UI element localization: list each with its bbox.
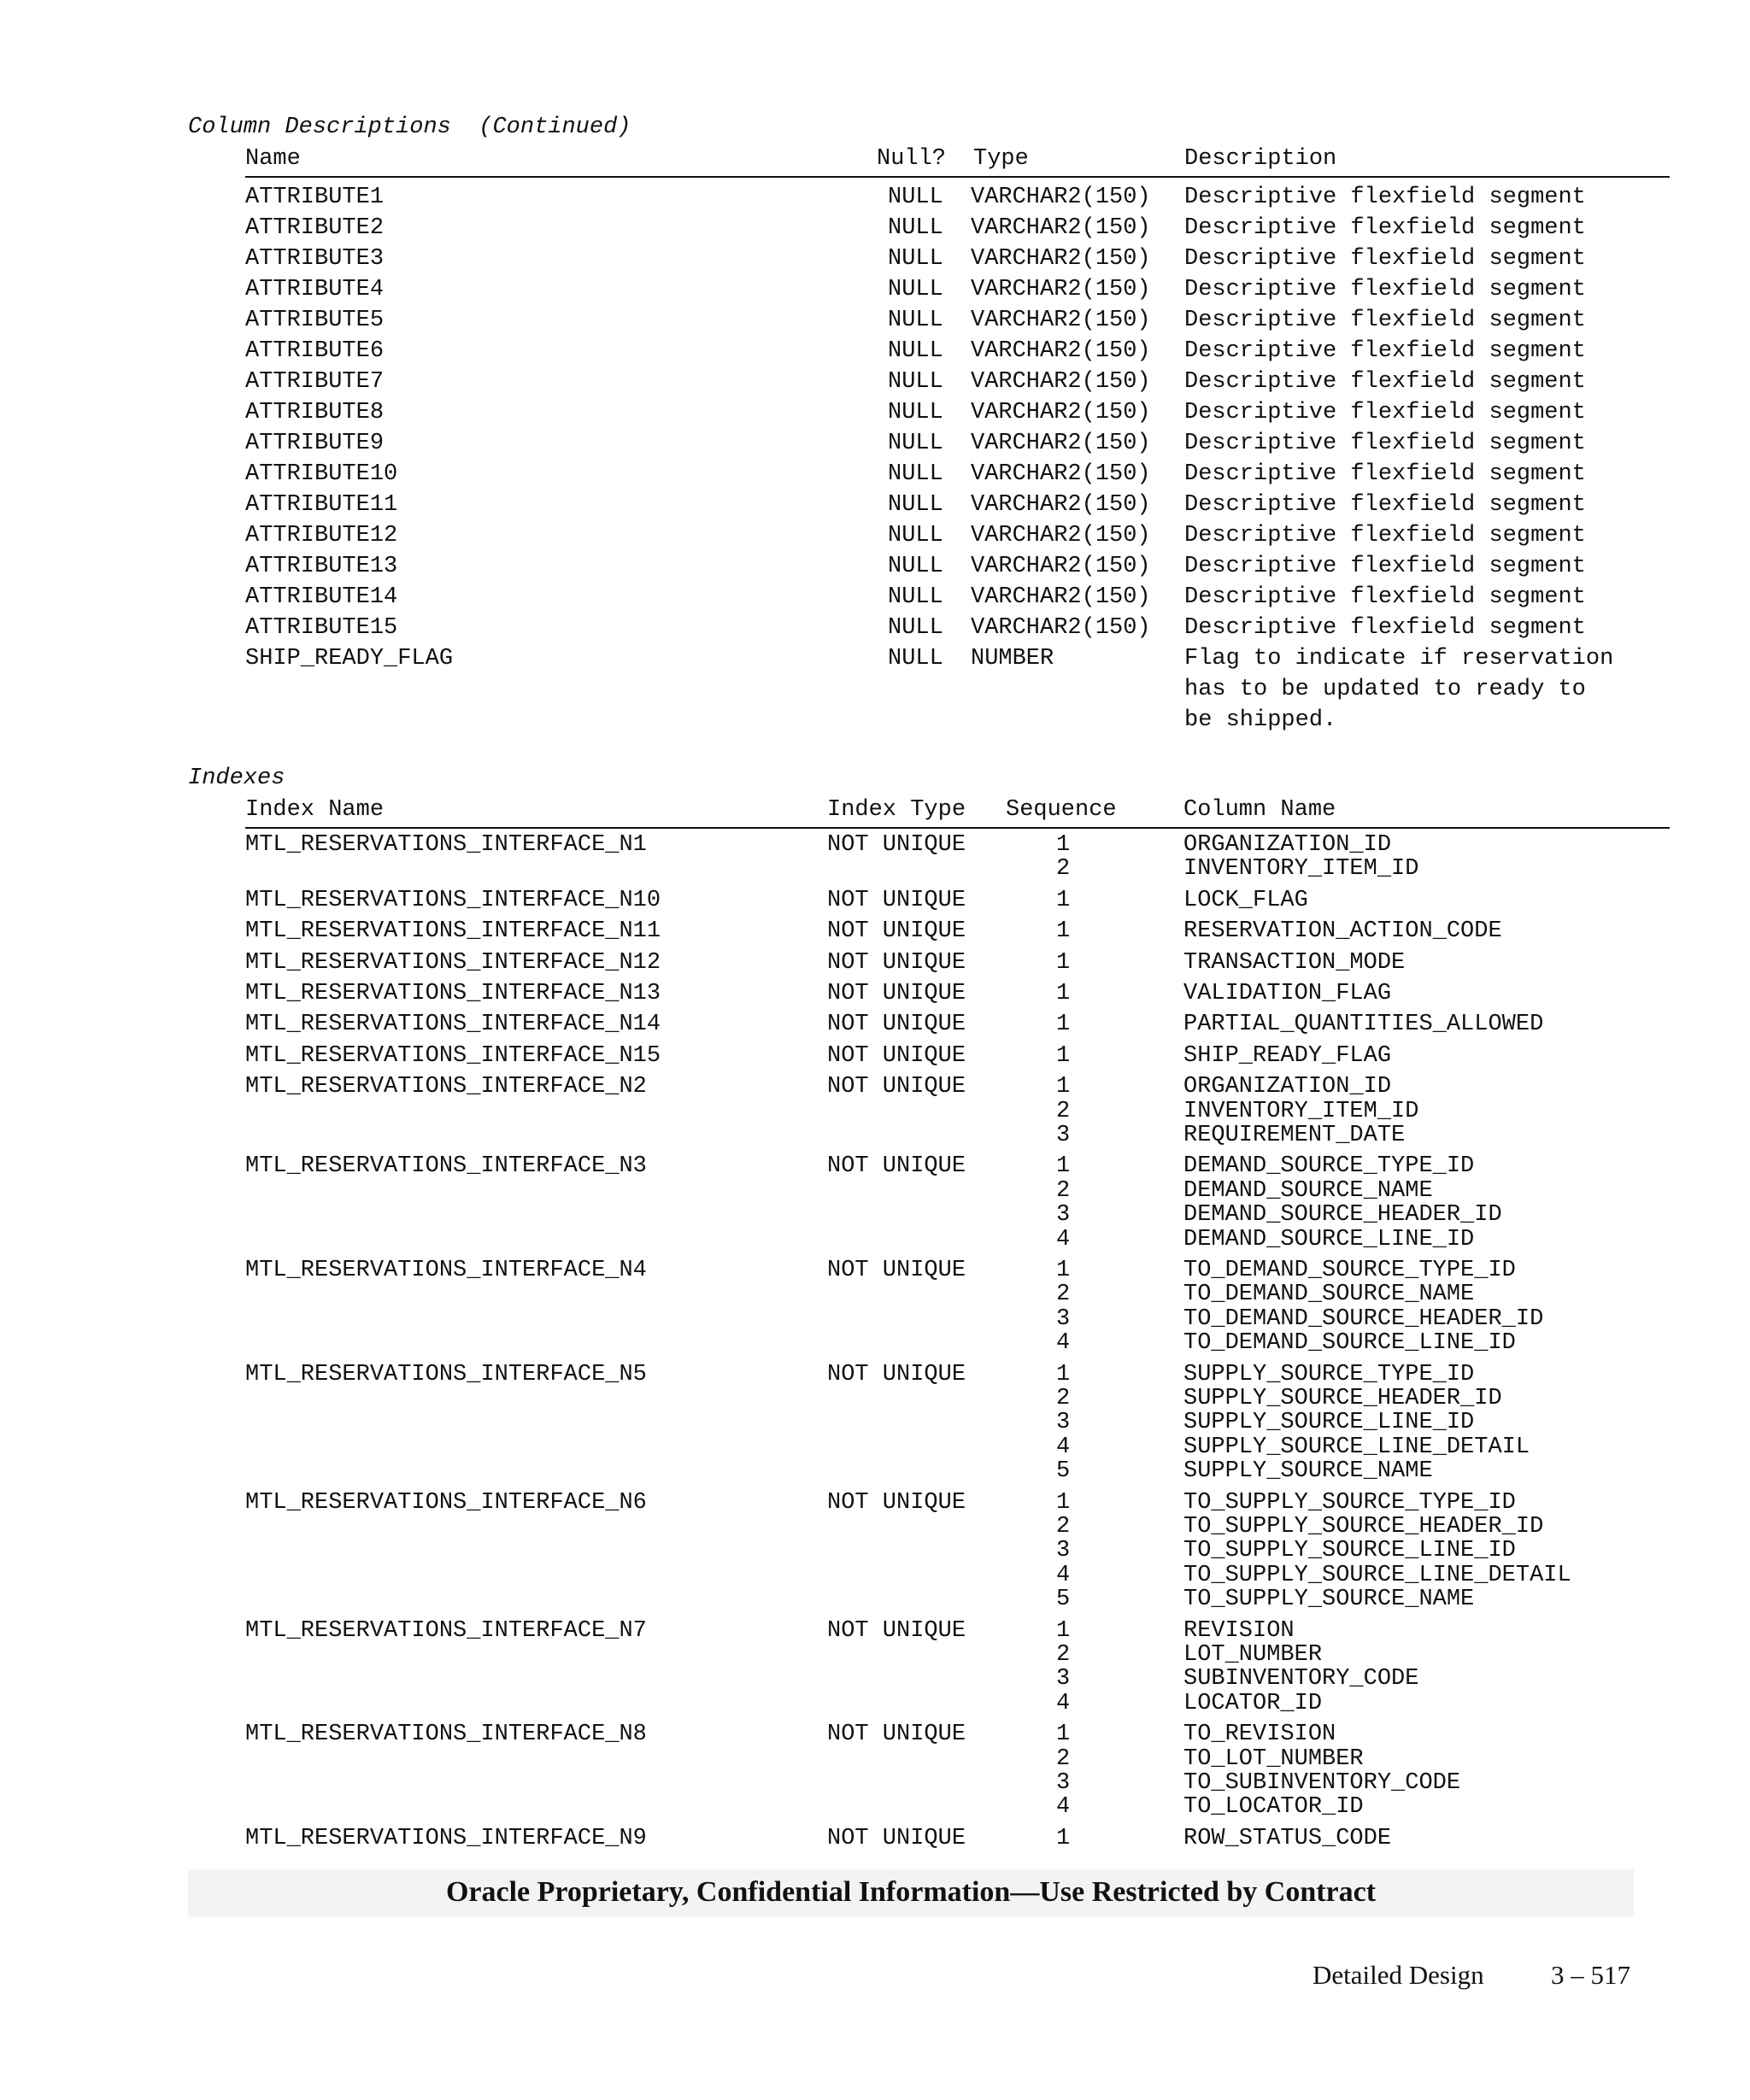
index-column-name: SUPPLY_SOURCE_TYPE_ID: [1183, 1361, 1475, 1387]
type-value: NUMBER: [971, 646, 1054, 672]
description-line: has to be updated to ready to: [1184, 677, 1586, 702]
description-line: Flag to indicate if reservation: [1184, 646, 1614, 672]
type-value: VARCHAR2(150): [971, 584, 1151, 610]
sequence-value: 1: [1056, 832, 1071, 858]
sequence-cell: [1056, 919, 1070, 943]
description-cell: [1184, 274, 1586, 305]
null-value: NULL: [888, 492, 943, 518]
sequence-value: 1: [1056, 1012, 1071, 1038]
index-type: NOT UNIQUE: [827, 1012, 966, 1038]
description-cell: [1184, 551, 1586, 582]
index-type: NOT UNIQUE: [827, 832, 966, 858]
null-value: NULL: [888, 246, 943, 272]
index-column-name: SUPPLY_SOURCE_LINE_DETAIL: [1183, 1434, 1530, 1460]
index-column-name: LOCK_FLAG: [1183, 887, 1308, 913]
type-value: VARCHAR2(150): [971, 369, 1151, 395]
null-value: NULL: [888, 338, 943, 364]
page-number: 3 – 517: [1551, 1960, 1630, 1990]
description-cell: [1184, 582, 1586, 613]
column-name: ATTRIBUTE2: [245, 215, 385, 241]
column-name-cell: [1183, 1722, 1460, 1820]
header-name: Name: [245, 146, 301, 172]
description-line: Descriptive flexfield segment: [1184, 400, 1586, 425]
type-value: VARCHAR2(150): [971, 615, 1151, 641]
sequence-cell: [1056, 1154, 1070, 1252]
sequence-value: 2: [1056, 1177, 1071, 1204]
index-column-name: TO_DEMAND_SOURCE_NAME: [1183, 1282, 1475, 1308]
sequence-value: 1: [1056, 1722, 1071, 1748]
index-column-name: SUPPLY_SOURCE_LINE_ID: [1183, 1410, 1475, 1436]
index-name: MTL_RESERVATIONS_INTERFACE_N8: [245, 1722, 647, 1748]
index-column-name: DEMAND_SOURCE_NAME: [1183, 1177, 1433, 1204]
description-cell: [1184, 336, 1586, 367]
index-type: NOT UNIQUE: [827, 1153, 966, 1180]
column-name: ATTRIBUTE1: [245, 185, 385, 210]
index-name: MTL_RESERVATIONS_INTERFACE_N14: [245, 1012, 661, 1038]
sequence-value: 1: [1056, 949, 1071, 976]
description-cell: [1184, 213, 1586, 243]
sequence-value: 5: [1056, 1458, 1071, 1485]
description-line: Descriptive flexfield segment: [1184, 523, 1586, 548]
sequence-value: 3: [1056, 1666, 1071, 1692]
index-column-name: SUBINVENTORY_CODE: [1183, 1666, 1419, 1692]
column-name-cell: [1183, 982, 1391, 1006]
index-type: NOT UNIQUE: [827, 887, 966, 913]
index-name: MTL_RESERVATIONS_INTERFACE_N10: [245, 887, 661, 913]
index-column-name: DEMAND_SOURCE_LINE_ID: [1183, 1226, 1475, 1252]
index-type: NOT UNIQUE: [827, 918, 966, 945]
index-name: MTL_RESERVATIONS_INTERFACE_N13: [245, 981, 661, 1006]
sequence-value: 2: [1056, 1282, 1071, 1308]
column-name: ATTRIBUTE13: [245, 554, 398, 579]
description-line: Descriptive flexfield segment: [1184, 185, 1586, 210]
index-column-name: ROW_STATUS_CODE: [1183, 1825, 1392, 1851]
index-column-name: TO_SUPPLY_SOURCE_LINE_ID: [1183, 1538, 1516, 1564]
null-value: NULL: [888, 185, 943, 210]
type-value: VARCHAR2(150): [971, 523, 1151, 548]
column-name-cell: [1183, 833, 1418, 882]
sequence-value: 4: [1056, 1330, 1071, 1357]
index-column-name: REVISION: [1183, 1617, 1295, 1644]
index-column-name: SHIP_READY_FLAG: [1183, 1042, 1392, 1069]
index-type: NOT UNIQUE: [827, 1258, 966, 1283]
description-line: be shipped.: [1184, 707, 1337, 733]
description-cell: [1184, 490, 1586, 520]
index-column-name: DEMAND_SOURCE_HEADER_ID: [1183, 1202, 1502, 1229]
index-column-name: TO_SUPPLY_SOURCE_NAME: [1183, 1587, 1475, 1613]
description-cell: [1184, 428, 1586, 459]
type-value: VARCHAR2(150): [971, 492, 1151, 518]
description-line: Descriptive flexfield segment: [1184, 584, 1586, 610]
sequence-value: 2: [1056, 1642, 1071, 1668]
column-name-cell: [1183, 1619, 1418, 1716]
column-name-cell: [1183, 1044, 1391, 1068]
column-name-cell: [1183, 1827, 1391, 1851]
index-column-name: TO_LOT_NUMBER: [1183, 1745, 1364, 1772]
column-name: ATTRIBUTE5: [245, 308, 385, 333]
sequence-cell: [1056, 833, 1070, 882]
null-value: NULL: [888, 431, 943, 456]
index-name: MTL_RESERVATIONS_INTERFACE_N11: [245, 918, 661, 945]
type-value: VARCHAR2(150): [971, 308, 1151, 333]
null-value: NULL: [888, 584, 943, 610]
column-name: ATTRIBUTE12: [245, 523, 398, 548]
column-name-cell: [1183, 889, 1308, 912]
index-name: MTL_RESERVATIONS_INTERFACE_N5: [245, 1361, 647, 1387]
column-name-cell: [1183, 1491, 1571, 1612]
confidential-notice: Oracle Proprietary, Confidential Information––Use Restricted by Contract: [445, 1876, 1377, 1908]
description-line: Descriptive flexfield segment: [1184, 246, 1586, 272]
type-value: VARCHAR2(150): [971, 554, 1151, 579]
sequence-value: 2: [1056, 856, 1071, 883]
description-cell: [1184, 305, 1586, 336]
description-line: Descriptive flexfield segment: [1184, 277, 1586, 302]
sequence-value: 1: [1056, 1361, 1071, 1387]
header-sequence: Sequence: [1006, 797, 1117, 823]
sequence-value: 2: [1056, 1098, 1071, 1124]
sequence-value: 4: [1056, 1690, 1071, 1716]
null-value: NULL: [888, 215, 943, 241]
sequence-value: 1: [1056, 918, 1071, 945]
type-value: VARCHAR2(150): [971, 277, 1151, 302]
index-name: MTL_RESERVATIONS_INTERFACE_N2: [245, 1074, 647, 1100]
header-null: Null?: [877, 146, 947, 172]
null-value: NULL: [888, 369, 943, 395]
type-value: VARCHAR2(150): [971, 215, 1151, 241]
index-type: NOT UNIQUE: [827, 1074, 966, 1100]
header-column-name: Column Name: [1183, 797, 1336, 823]
section-name: Detailed Design: [1312, 1960, 1484, 1990]
index-column-name: VALIDATION_FLAG: [1183, 981, 1392, 1006]
sequence-value: 2: [1056, 1745, 1071, 1772]
sequence-value: 5: [1056, 1587, 1071, 1613]
indexes-header: [245, 795, 1670, 829]
index-column-name: ORGANIZATION_ID: [1183, 1074, 1392, 1100]
sequence-value: 4: [1056, 1794, 1071, 1821]
sequence-value: 1: [1056, 1042, 1071, 1069]
column-name-cell: [1183, 1012, 1543, 1036]
description-cell: [1184, 243, 1586, 274]
sequence-value: 1: [1056, 1489, 1071, 1516]
sequence-cell: [1056, 951, 1070, 975]
column-name-cell: [1183, 1363, 1530, 1484]
index-column-name: TO_SUBINVENTORY_CODE: [1183, 1770, 1461, 1796]
description-cell: [1184, 613, 1586, 643]
index-column-name: ORGANIZATION_ID: [1183, 832, 1392, 858]
null-value: NULL: [888, 554, 943, 579]
description-line: Descriptive flexfield segment: [1184, 461, 1586, 487]
sequence-value: 1: [1056, 1153, 1071, 1180]
description-line: Descriptive flexfield segment: [1184, 369, 1586, 395]
description-cell: [1184, 520, 1586, 551]
index-column-name: TO_LOCATOR_ID: [1183, 1794, 1364, 1821]
indexes-title: Indexes: [188, 766, 285, 791]
type-value: VARCHAR2(150): [971, 246, 1151, 272]
null-value: NULL: [888, 277, 943, 302]
sequence-value: 1: [1056, 981, 1071, 1006]
description-line: Descriptive flexfield segment: [1184, 431, 1586, 456]
index-column-name: PARTIAL_QUANTITIES_ALLOWED: [1183, 1012, 1544, 1038]
description-line: Descriptive flexfield segment: [1184, 615, 1586, 641]
index-type: NOT UNIQUE: [827, 949, 966, 976]
column-name: ATTRIBUTE10: [245, 461, 398, 487]
sequence-value: 4: [1056, 1226, 1071, 1252]
description-cell: [1184, 459, 1586, 490]
column-name: ATTRIBUTE3: [245, 246, 385, 272]
sequence-value: 3: [1056, 1410, 1071, 1436]
description-cell: [1184, 643, 1613, 736]
column-name-cell: [1183, 919, 1502, 943]
description-line: Descriptive flexfield segment: [1184, 215, 1586, 241]
sequence-value: 4: [1056, 1434, 1071, 1460]
index-name: MTL_RESERVATIONS_INTERFACE_N12: [245, 949, 661, 976]
index-type: NOT UNIQUE: [827, 1042, 966, 1069]
column-name: ATTRIBUTE14: [245, 584, 398, 610]
sequence-value: 3: [1056, 1202, 1071, 1229]
column-name: ATTRIBUTE7: [245, 369, 385, 395]
index-column-name: TO_SUPPLY_SOURCE_TYPE_ID: [1183, 1489, 1516, 1516]
index-column-name: TO_SUPPLY_SOURCE_HEADER_ID: [1183, 1514, 1544, 1540]
sequence-value: 3: [1056, 1123, 1071, 1148]
description-line: Descriptive flexfield segment: [1184, 554, 1586, 579]
index-name: MTL_RESERVATIONS_INTERFACE_N3: [245, 1153, 647, 1180]
sequence-cell: [1056, 1722, 1070, 1820]
sequence-cell: [1056, 1012, 1070, 1036]
null-value: NULL: [888, 461, 943, 487]
sequence-value: 1: [1056, 1074, 1071, 1100]
index-type: NOT UNIQUE: [827, 1722, 966, 1748]
sequence-value: 1: [1056, 887, 1071, 913]
index-name: MTL_RESERVATIONS_INTERFACE_N7: [245, 1617, 647, 1644]
null-value: NULL: [888, 308, 943, 333]
description-line: Descriptive flexfield segment: [1184, 308, 1586, 333]
type-value: VARCHAR2(150): [971, 461, 1151, 487]
index-column-name: REQUIREMENT_DATE: [1183, 1123, 1406, 1148]
type-value: VARCHAR2(150): [971, 338, 1151, 364]
description-cell: [1184, 367, 1586, 397]
sequence-value: 1: [1056, 1825, 1071, 1851]
null-value: NULL: [888, 523, 943, 548]
index-column-name: TO_REVISION: [1183, 1722, 1336, 1748]
index-name: MTL_RESERVATIONS_INTERFACE_N4: [245, 1258, 647, 1283]
sequence-value: 3: [1056, 1770, 1071, 1796]
column-name: ATTRIBUTE6: [245, 338, 385, 364]
index-column-name: TO_SUPPLY_SOURCE_LINE_DETAIL: [1183, 1562, 1571, 1588]
description-cell: [1184, 397, 1586, 428]
column-name-cell: [1183, 1154, 1502, 1252]
column-name: ATTRIBUTE4: [245, 277, 385, 302]
description-cell: [1184, 182, 1586, 213]
column-name: ATTRIBUTE8: [245, 400, 385, 425]
index-name: MTL_RESERVATIONS_INTERFACE_N1: [245, 832, 647, 858]
sequence-cell: [1056, 1363, 1070, 1484]
sequence-cell: [1056, 1827, 1070, 1851]
sequence-value: 1: [1056, 1258, 1071, 1283]
column-name-cell: [1183, 1258, 1543, 1356]
index-column-name: SUPPLY_SOURCE_NAME: [1183, 1458, 1433, 1485]
index-column-name: TO_DEMAND_SOURCE_LINE_ID: [1183, 1330, 1516, 1357]
sequence-value: 2: [1056, 1514, 1071, 1540]
type-value: VARCHAR2(150): [971, 185, 1151, 210]
index-column-name: TRANSACTION_MODE: [1183, 949, 1406, 976]
index-column-name: INVENTORY_ITEM_ID: [1183, 1098, 1419, 1124]
sequence-value: 3: [1056, 1538, 1071, 1564]
index-type: NOT UNIQUE: [827, 1489, 966, 1516]
sequence-cell: [1056, 1258, 1070, 1356]
sequence-cell: [1056, 1619, 1070, 1716]
null-value: NULL: [888, 615, 943, 641]
sequence-value: 1: [1056, 1617, 1071, 1644]
header-type: Type: [973, 146, 1029, 172]
null-value: NULL: [888, 646, 943, 672]
index-type: NOT UNIQUE: [827, 1617, 966, 1644]
description-line: Descriptive flexfield segment: [1184, 338, 1586, 364]
column-name-cell: [1183, 951, 1405, 975]
index-column-name: RESERVATION_ACTION_CODE: [1183, 918, 1502, 945]
type-value: VARCHAR2(150): [971, 431, 1151, 456]
header-description: Description: [1184, 146, 1337, 172]
header-index-name: Index Name: [245, 797, 385, 823]
index-name: MTL_RESERVATIONS_INTERFACE_N9: [245, 1825, 647, 1851]
column-name: ATTRIBUTE15: [245, 615, 398, 641]
sequence-cell: [1056, 889, 1070, 912]
column-name: SHIP_READY_FLAG: [245, 646, 454, 672]
index-type: NOT UNIQUE: [827, 1361, 966, 1387]
column-descriptions-header: [245, 144, 1670, 178]
sequence-value: 2: [1056, 1386, 1071, 1411]
column-name-cell: [1183, 1075, 1418, 1147]
index-column-name: LOT_NUMBER: [1183, 1642, 1323, 1668]
column-descriptions-title: Column Descriptions (Continued): [188, 114, 631, 140]
column-name: ATTRIBUTE9: [245, 431, 385, 456]
index-column-name: INVENTORY_ITEM_ID: [1183, 856, 1419, 883]
sequence-value: 3: [1056, 1305, 1071, 1332]
description-line: Descriptive flexfield segment: [1184, 492, 1586, 518]
index-name: MTL_RESERVATIONS_INTERFACE_N6: [245, 1489, 647, 1516]
sequence-cell: [1056, 1044, 1070, 1068]
index-column-name: LOCATOR_ID: [1183, 1690, 1323, 1716]
null-value: NULL: [888, 400, 943, 425]
header-index-type: Index Type: [827, 797, 966, 823]
sequence-cell: [1056, 982, 1070, 1006]
column-name: ATTRIBUTE11: [245, 492, 398, 518]
index-name: MTL_RESERVATIONS_INTERFACE_N15: [245, 1042, 661, 1069]
index-type: NOT UNIQUE: [827, 1825, 966, 1851]
index-type: NOT UNIQUE: [827, 981, 966, 1006]
index-column-name: DEMAND_SOURCE_TYPE_ID: [1183, 1153, 1475, 1180]
index-column-name: TO_DEMAND_SOURCE_TYPE_ID: [1183, 1258, 1516, 1283]
type-value: VARCHAR2(150): [971, 400, 1151, 425]
sequence-cell: [1056, 1075, 1070, 1147]
sequence-cell: [1056, 1491, 1070, 1612]
index-column-name: SUPPLY_SOURCE_HEADER_ID: [1183, 1386, 1502, 1411]
index-column-name: TO_DEMAND_SOURCE_HEADER_ID: [1183, 1305, 1544, 1332]
sequence-value: 4: [1056, 1562, 1071, 1588]
